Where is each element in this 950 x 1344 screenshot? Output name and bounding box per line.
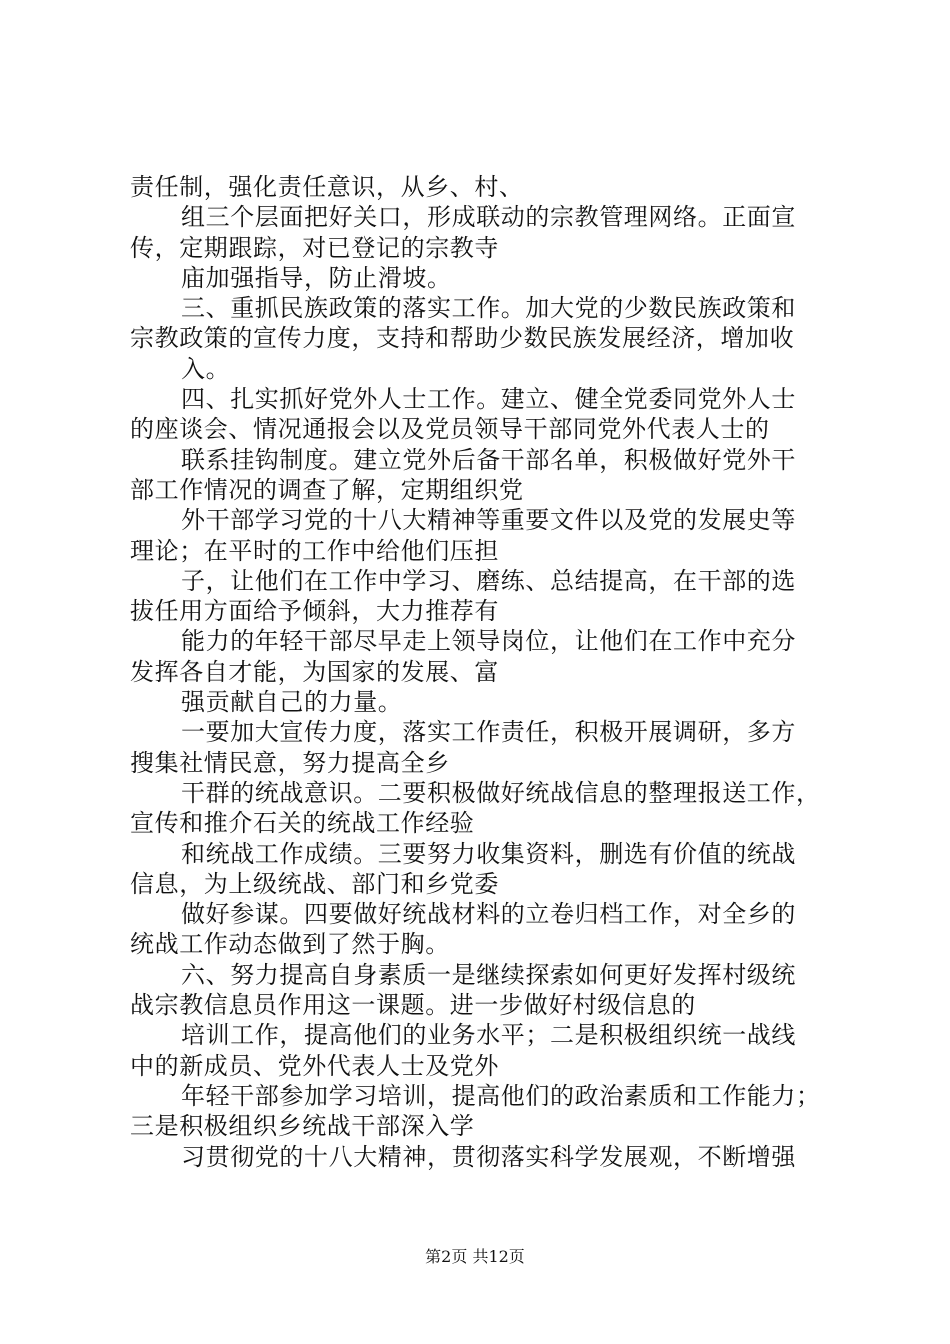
text-line: 培训工作，提高他们的业务水平；二是积极组织统一战线 [181,1021,796,1050]
text-line: 搜集社情民意，努力提高全乡 [130,748,450,777]
text-line: 理论；在平时的工作中给他们压担 [130,536,499,565]
text-line: 拔任用方面给予倾斜，大力推荐有 [130,597,499,626]
text-line: 责任制，强化责任意识，从乡、村、 [130,173,524,201]
text-line: 年轻干部参加学习培训，提高他们的政治素质和工作能力； [181,1081,821,1110]
document-body [130,172,835,1172]
text-line: 宣传和推介石关的统战工作经验 [130,809,475,838]
text-line: 中的新成员、党外代表人士及党外 [130,1051,499,1080]
text-line: 统战工作动态做到了然于胸。 [130,930,450,959]
page-footer: 第2页 共12页 [425,1247,525,1266]
text-line: 组三个层面把好关口，形成联动的宗教管理网络。正面宣 [181,203,796,232]
text-line: 庙加强指导，防止滑坡。 [181,263,452,292]
text-line: 信息，为上级统战、部门和乡党委 [130,869,499,898]
text-line: 四、扎实抓好党外人士工作。建立、健全党委同党外人士 [181,385,796,414]
text-line: 一要加大宣传力度，落实工作责任，积极开展调研，多方 [181,718,796,747]
text-line: 三是积极组织乡统战干部深入学 [130,1112,475,1141]
text-line: 战宗教信息员作用这一课题。进一步做好村级信息的 [130,991,696,1020]
text-line: 部工作情况的调查了解，定期组织党 [130,475,524,504]
text-line: 习贯彻党的十八大精神，贯彻落实科学发展观，不断增强 [181,1142,796,1171]
text-line: 宗教政策的宣传力度，支持和帮助少数民族发展经济，增加收 [130,324,795,353]
text-line: 和统战工作成绩。三要努力收集资料，删选有价值的统战 [181,839,796,868]
text-line: 做好参谋。四要做好统战材料的立卷归档工作，对全乡的 [181,900,796,929]
text-line: 三、重抓民族政策的落实工作。加大党的少数民族政策和 [181,294,796,323]
text-line: 子，让他们在工作中学习、磨练、总结提高，在干部的选 [181,566,796,595]
text-line: 的座谈会、情况通报会以及党员领导干部同党外代表人士的 [130,415,770,444]
text-line: 外干部学习党的十八大精神等重要文件以及党的发展史等 [181,506,796,535]
text-line: 入。 [181,354,231,383]
text-line: 能力的年轻干部尽早走上领导岗位，让他们在工作中充分 [181,627,796,656]
text-line: 六、努力提高自身素质一是继续探索如何更好发挥村级统 [181,960,796,989]
text-line: 传，定期跟踪，对已登记的宗教寺 [130,233,499,262]
text-line: 联系挂钩制度。建立党外后备干部名单，积极做好党外干 [181,445,796,474]
text-line: 强贡献自己的力量。 [181,688,403,717]
text-line: 发挥各自才能，为国家的发展、富 [130,657,499,686]
text-line: 干群的统战意识。二要积极做好统战信息的整理报送工作， [181,778,821,807]
